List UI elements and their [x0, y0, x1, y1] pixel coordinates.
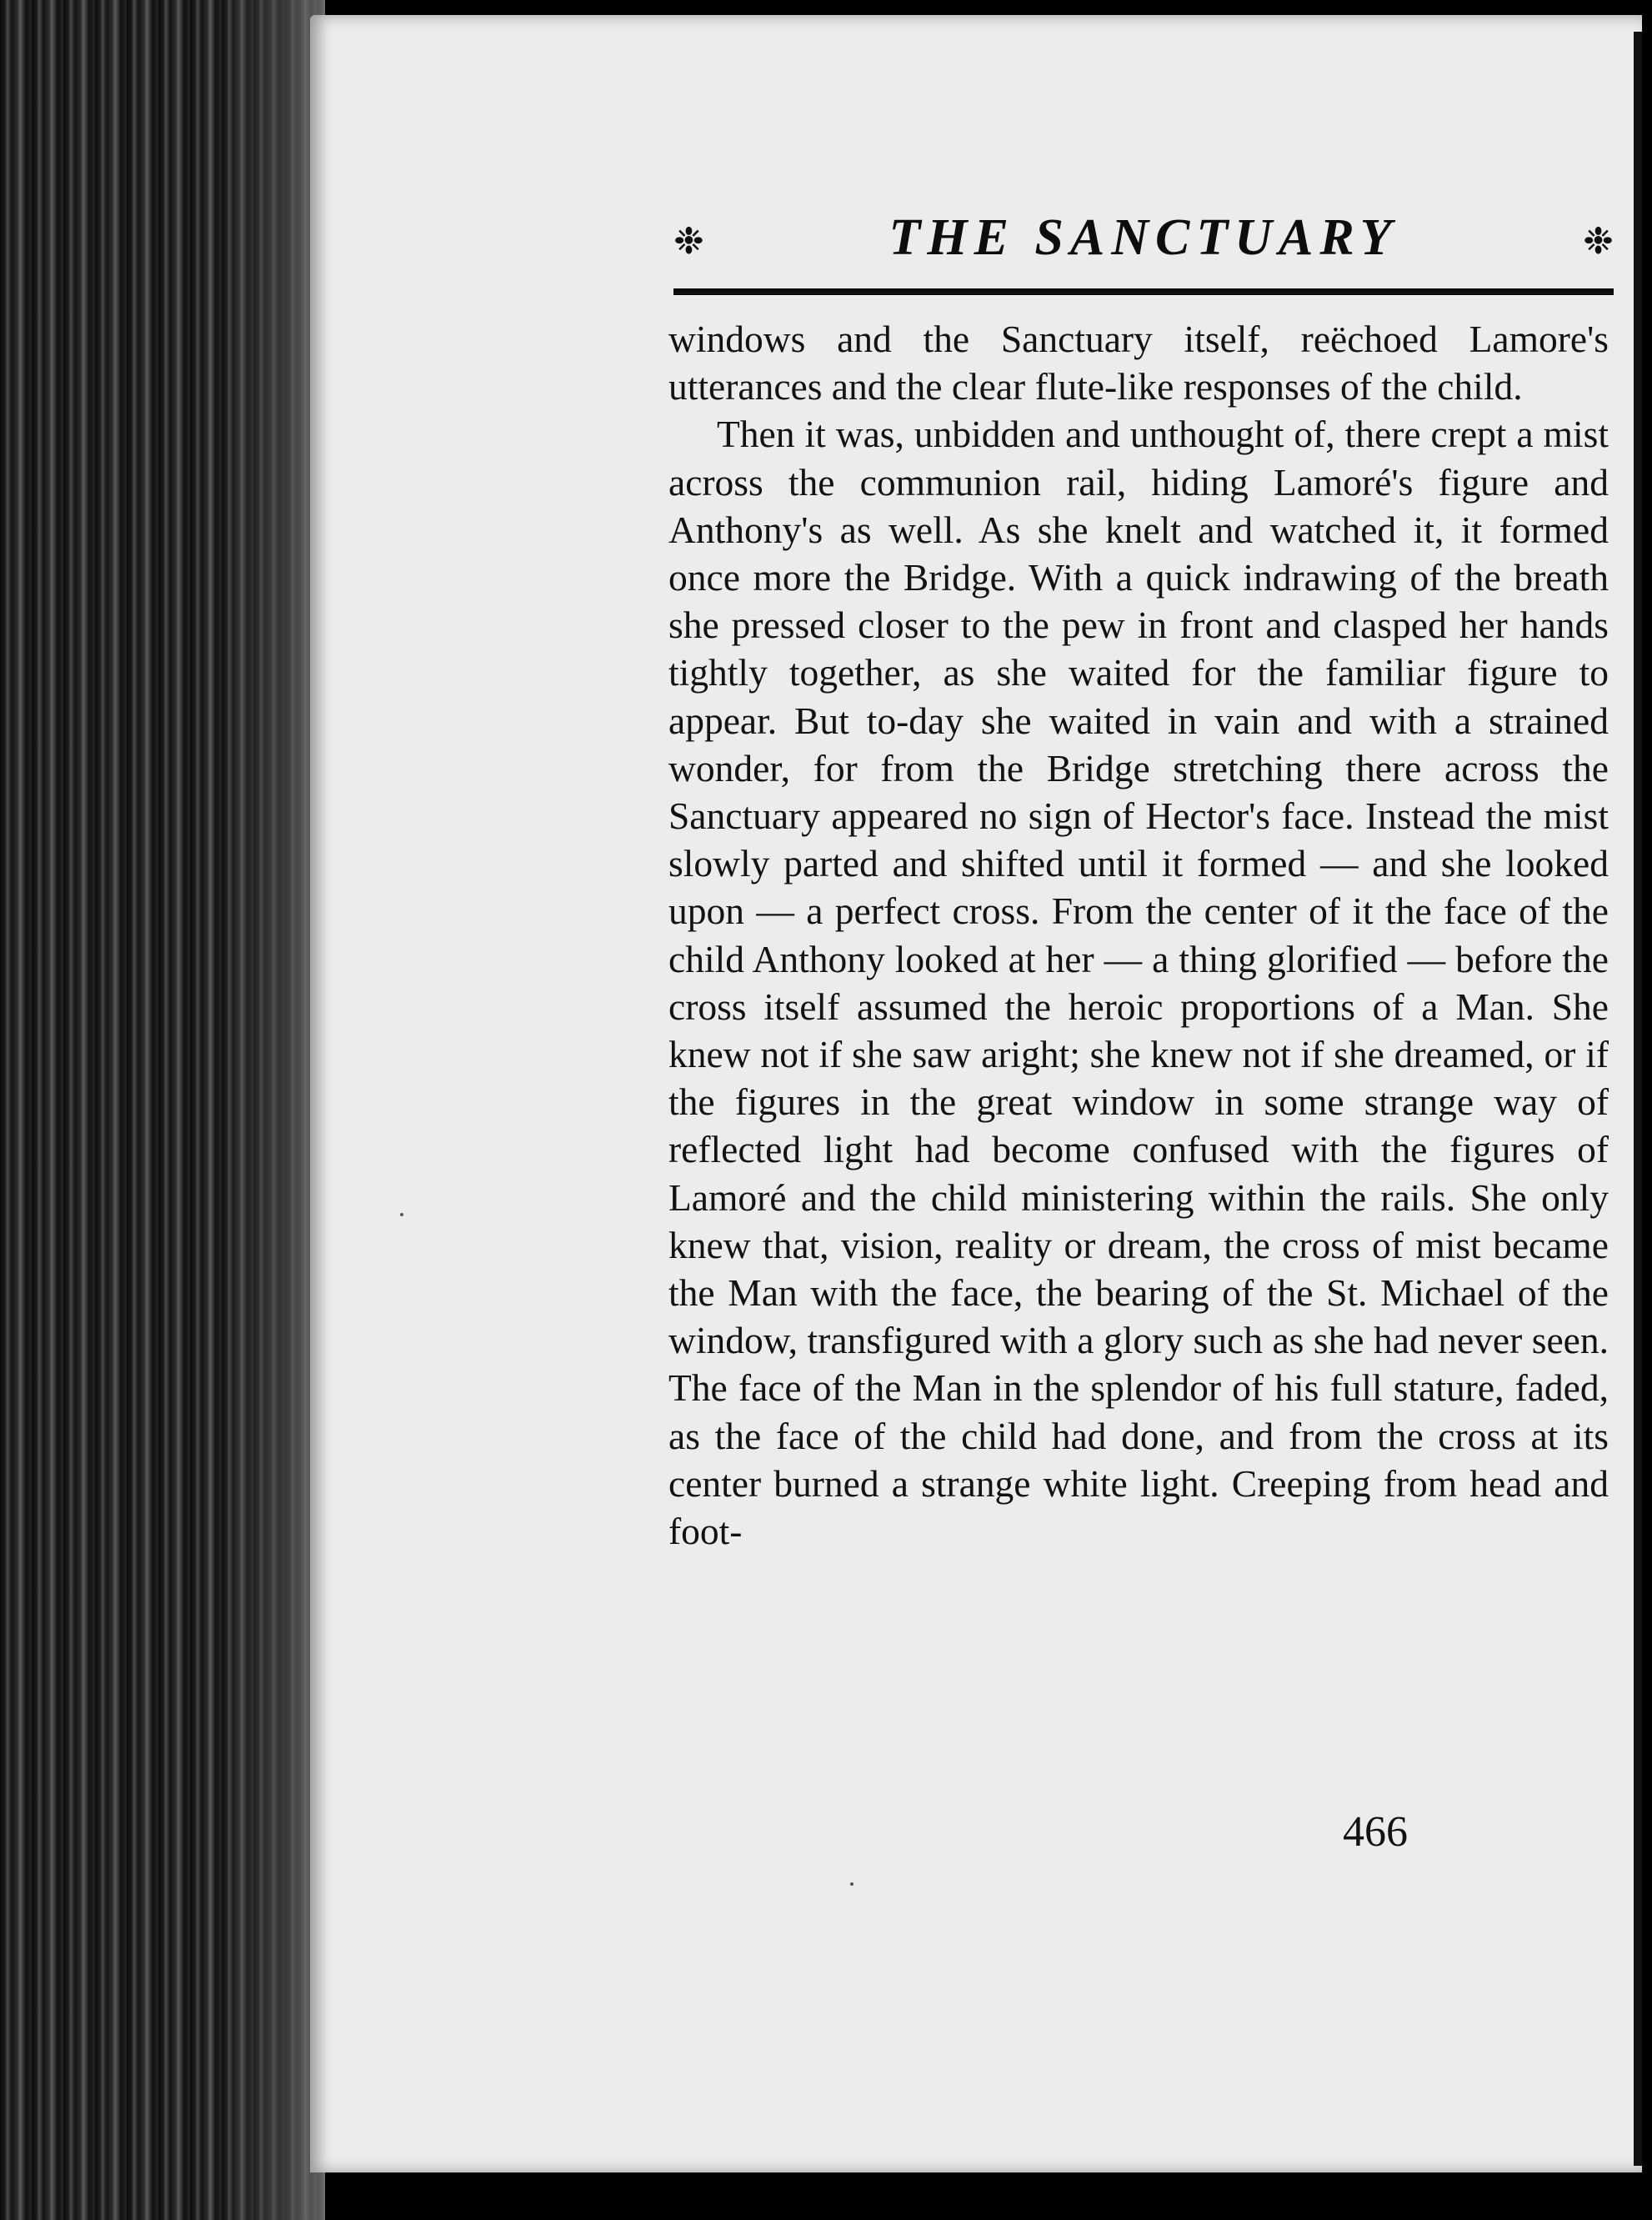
gutter-shadow [217, 0, 325, 2220]
scan-speck [400, 1213, 403, 1216]
fleuron-right-icon: ❉ [1583, 220, 1614, 263]
running-head-title: THE SANCTUARY [889, 209, 1399, 266]
paragraph: Then it was, unbidden and unthought of, there crept a mist across the communion rail, hiding Lamoré's figure and Anthony's as well. As she knelt and watched it, it formed once more the Bridge. With a quick indrawing of the breath she pressed closer to the pew in front and clasped her hands tightly together, as she waited for the familiar figure to appear. But to-day she waited in vain and with a strained wonder, for from the Bridge stretching there across the Sanctuary appeared no sign of Hector's face. Instead the mist slowly parted and shifted until it formed — and she looked upon — a perfect cross. From the center of it the face of the child Anthony looked at her — a thing glorified — before the cross itself assumed the heroic proportions of a Man. She knew not if she saw aright; she knew not if she dreamed, or if the figures in the great window in some strange way of reflected light had become confused with the figures of Lamoré and the child ministering within the rails. She only knew that, vision, reality or dream, the cross of mist became the Man with the face, the bearing of the St. Michael of the window, transfigured with a glory such as she had never seen. The face of the Man in the splendor of his full stature, faded, as the face of the child had done, and from the cross at its center burned a strange white light. Creeping from head and foot- [668, 413, 1609, 1553]
header-rule [673, 288, 1614, 295]
running-header [673, 208, 1614, 283]
page-number: 466 [1343, 1808, 1408, 1856]
page-edge [1634, 32, 1642, 2166]
body-text [668, 315, 1609, 1555]
paragraph-continued: windows and the Sanctuary itself, reëchoed Lamore's utterances and the clear flute-like responses of the child. [668, 318, 1609, 408]
fleuron-left-icon: ❉ [673, 220, 704, 263]
scan-speck [850, 1882, 854, 1886]
